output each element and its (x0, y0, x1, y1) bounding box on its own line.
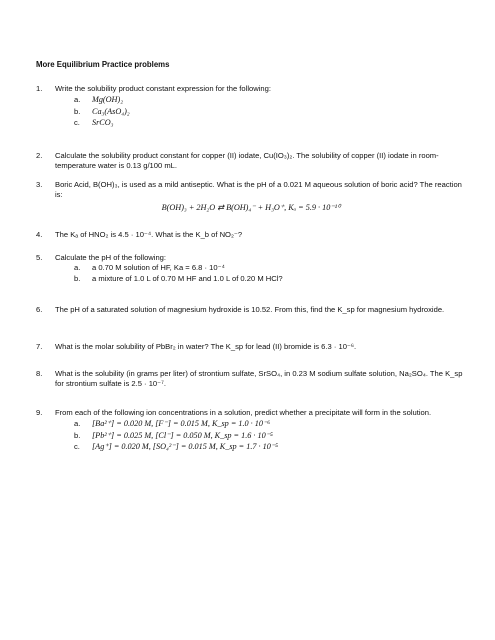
list-item: c. SrCO₃ (74, 118, 114, 128)
question-4 (36, 230, 466, 240)
question-text: From each of the following ion concentrations in a solution, predict whether a precipitate will form in the solution. (55, 408, 432, 417)
question-number: 7. (36, 342, 43, 351)
list-item: b. a mixture of 1.0 L of 0.70 M HF and 1.0 L of 0.20 M HCl? (74, 273, 283, 283)
reaction-equation: B(OH)₃ + 2H₂O ⇄ B(OH)₄⁻ + H₃O⁺, Kₐ = 5.9 · 10⁻¹⁰ (161, 202, 341, 212)
question-text: What is the solubility (in grams per liter) of strontium sulfate, SrSO₄, in 0.23 M sodium sulfate solution, Na₂SO₄. The K_sp for strontium sulfate is 2.5 · 10⁻⁷. (55, 369, 463, 389)
question-text: Write the solubility product constant expression for the following: (55, 84, 271, 93)
question-number: 3. (36, 180, 43, 189)
question-5 (36, 253, 466, 284)
question-number: 2. (36, 151, 43, 160)
question-8 (36, 369, 466, 390)
list-item: c. [Ag⁺] = 0.020 M, [SO₄²⁻] = 0.015 M, K_sp = 1.7 · 10⁻⁵ (74, 442, 278, 452)
question-number: 8. (36, 369, 43, 378)
list-item: a. [Ba²⁺] = 0.020 M, [F⁻] = 0.015 M, K_sp = 1.0 · 10⁻⁶ (74, 419, 271, 429)
question-9 (36, 408, 466, 453)
question-text: Calculate the solubility product constant for copper (II) iodate, Cu(IO₃)₂. The solubility of copper (II) iodate in room-temperature water is 0.13 g/100 mL. (55, 151, 439, 171)
question-text: The pH of a saturated solution of magnesium hydroxide is 10.52. From this, find the K_sp for magnesium hydroxide. (55, 305, 445, 314)
question-text: Boric Acid, B(OH)₃, is used as a mild antiseptic. What is the pH of a 0.021 M aqueous solution of boric acid? The reaction is: (55, 180, 462, 200)
question-7 (36, 342, 466, 352)
question-6 (36, 305, 466, 315)
list-item: a. Mg(OH)₂ (74, 95, 124, 105)
question-3 (36, 180, 466, 213)
question-number: 5. (36, 253, 43, 262)
question-text: Calculate the pH of the following: (55, 253, 167, 262)
list-item: a. a 0.70 M solution of HF, Ka = 6.8 · 10⁻⁴ (74, 263, 225, 273)
page-title: More Equilibrium Practice problems (36, 60, 170, 69)
question-1 (36, 84, 466, 129)
list-item: b. [Pb²⁺] = 0.025 M, [Cl⁻] = 0.050 M, K_sp = 1.6 · 10⁻⁵ (74, 430, 273, 440)
question-text: What is the molar solubility of PbBr₂ in water? The K_sp for lead (II) bromide is 6.3 · 10⁻⁶. (55, 342, 357, 351)
question-number: 1. (36, 84, 43, 93)
question-number: 4. (36, 230, 43, 239)
question-text: The Kₐ of HNO₂ is 4.5 · 10⁻⁴. What is the K_b of NO₂⁻? (55, 230, 243, 239)
question-number: 6. (36, 305, 43, 314)
question-number: 9. (36, 408, 43, 417)
list-item: b. Ca₃(AsO₄)₂ (74, 106, 130, 116)
question-2 (36, 151, 466, 172)
